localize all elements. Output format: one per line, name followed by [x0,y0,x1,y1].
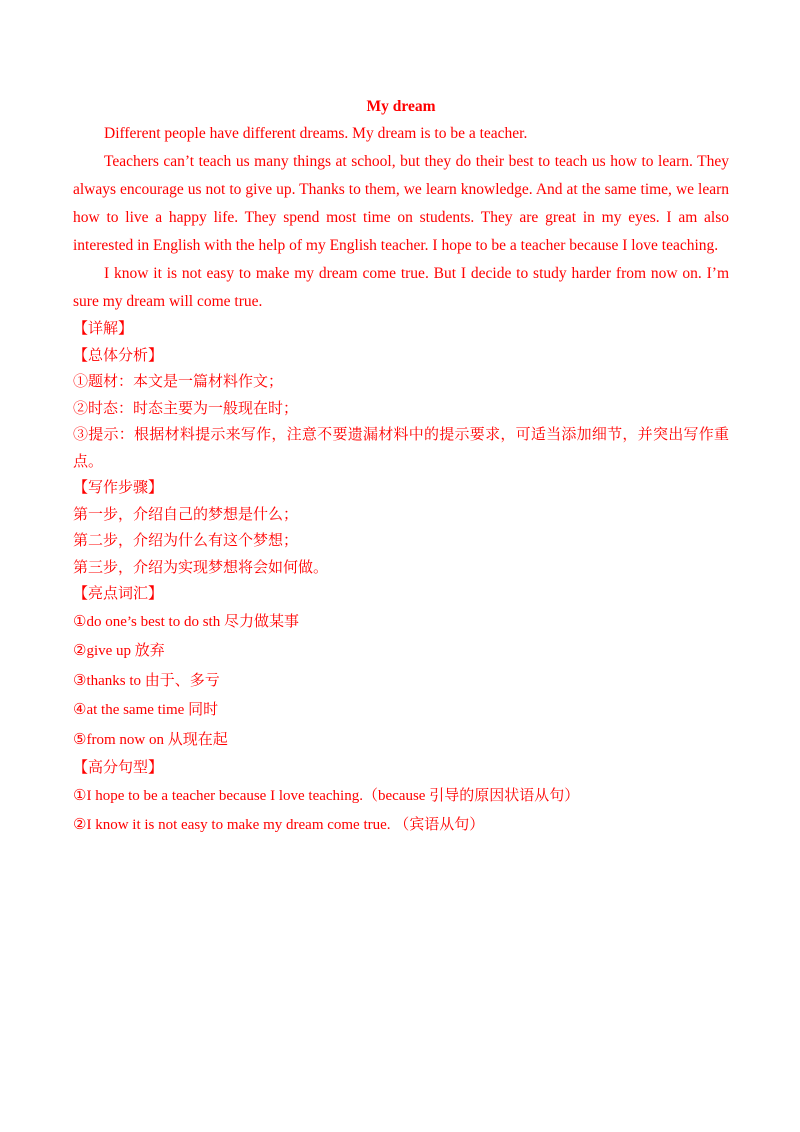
overall-analysis-section [73,343,729,476]
vocab-item-2: ②give up 放弃 [73,643,165,659]
writing-step-3: 第三步，介绍为实现梦想将会如何做。 [73,559,329,576]
essay-paragraph-3: I know it is not easy to make my dream come true. But I decide to study harder from now on. I’m sure my dream will come true. [73,265,729,310]
essay-paragraph-1: Different people have different dreams. My dream is to be a teacher. [104,125,528,142]
highlight-vocab-heading: 【亮点词汇】 [73,586,164,602]
essay-paragraph-2: Teachers can’t teach us many things at school, but they do their best to teach us how to learn. They always encourage us not to give up. Thanks to them, we learn knowledge. And at the same time, we learn how to live a happy life. They spend most time on students. They are great in my eyes. I am also interested in English with the help of my English teacher. I hope to be a teacher because I love teaching. [73,153,729,254]
explanation-heading: 【详解】 [73,321,134,337]
overall-item-tense: ②时态：时态主要为一般现在时； [73,400,299,417]
vocab-item-5: ⑤from now on 从现在起 [73,731,228,748]
essay-body [73,120,729,316]
writing-steps-heading: 【写作步骤】 [73,480,164,496]
high-score-sentences-heading: 【高分句型】 [73,760,164,776]
overall-item-tips: ③提示：根据材料提示来写作，注意不要遗漏材料中的提示要求，可适当添加细节，并突出写作重点。 [73,427,729,470]
writing-step-1: 第一步，介绍自己的梦想是什么； [73,506,299,523]
highlight-vocab-section [73,581,729,755]
vocab-item-1: ①do one’s best to do sth 尽力做某事 [73,613,299,630]
overall-analysis-heading: 【总体分析】 [73,347,164,364]
essay-title: My dream [366,98,436,115]
overall-item-topic: ①题材：本文是一篇材料作文； [73,374,284,390]
vocab-item-3: ③thanks to 由于、多亏 [73,672,220,689]
document-body [73,94,729,841]
sentence-item-2: ②I know it is not easy to make my dream come true. （宾语从句） [73,817,485,833]
writing-steps-section [73,475,729,581]
vocab-item-4: ④at the same time 同时 [73,702,219,718]
writing-step-2: 第二步，介绍为什么有这个梦想； [73,533,299,549]
sentence-item-1: ①I hope to be a teacher because I love teaching.（because 引导的原因状语从句） [73,787,580,804]
high-score-sentences-section [73,755,729,841]
